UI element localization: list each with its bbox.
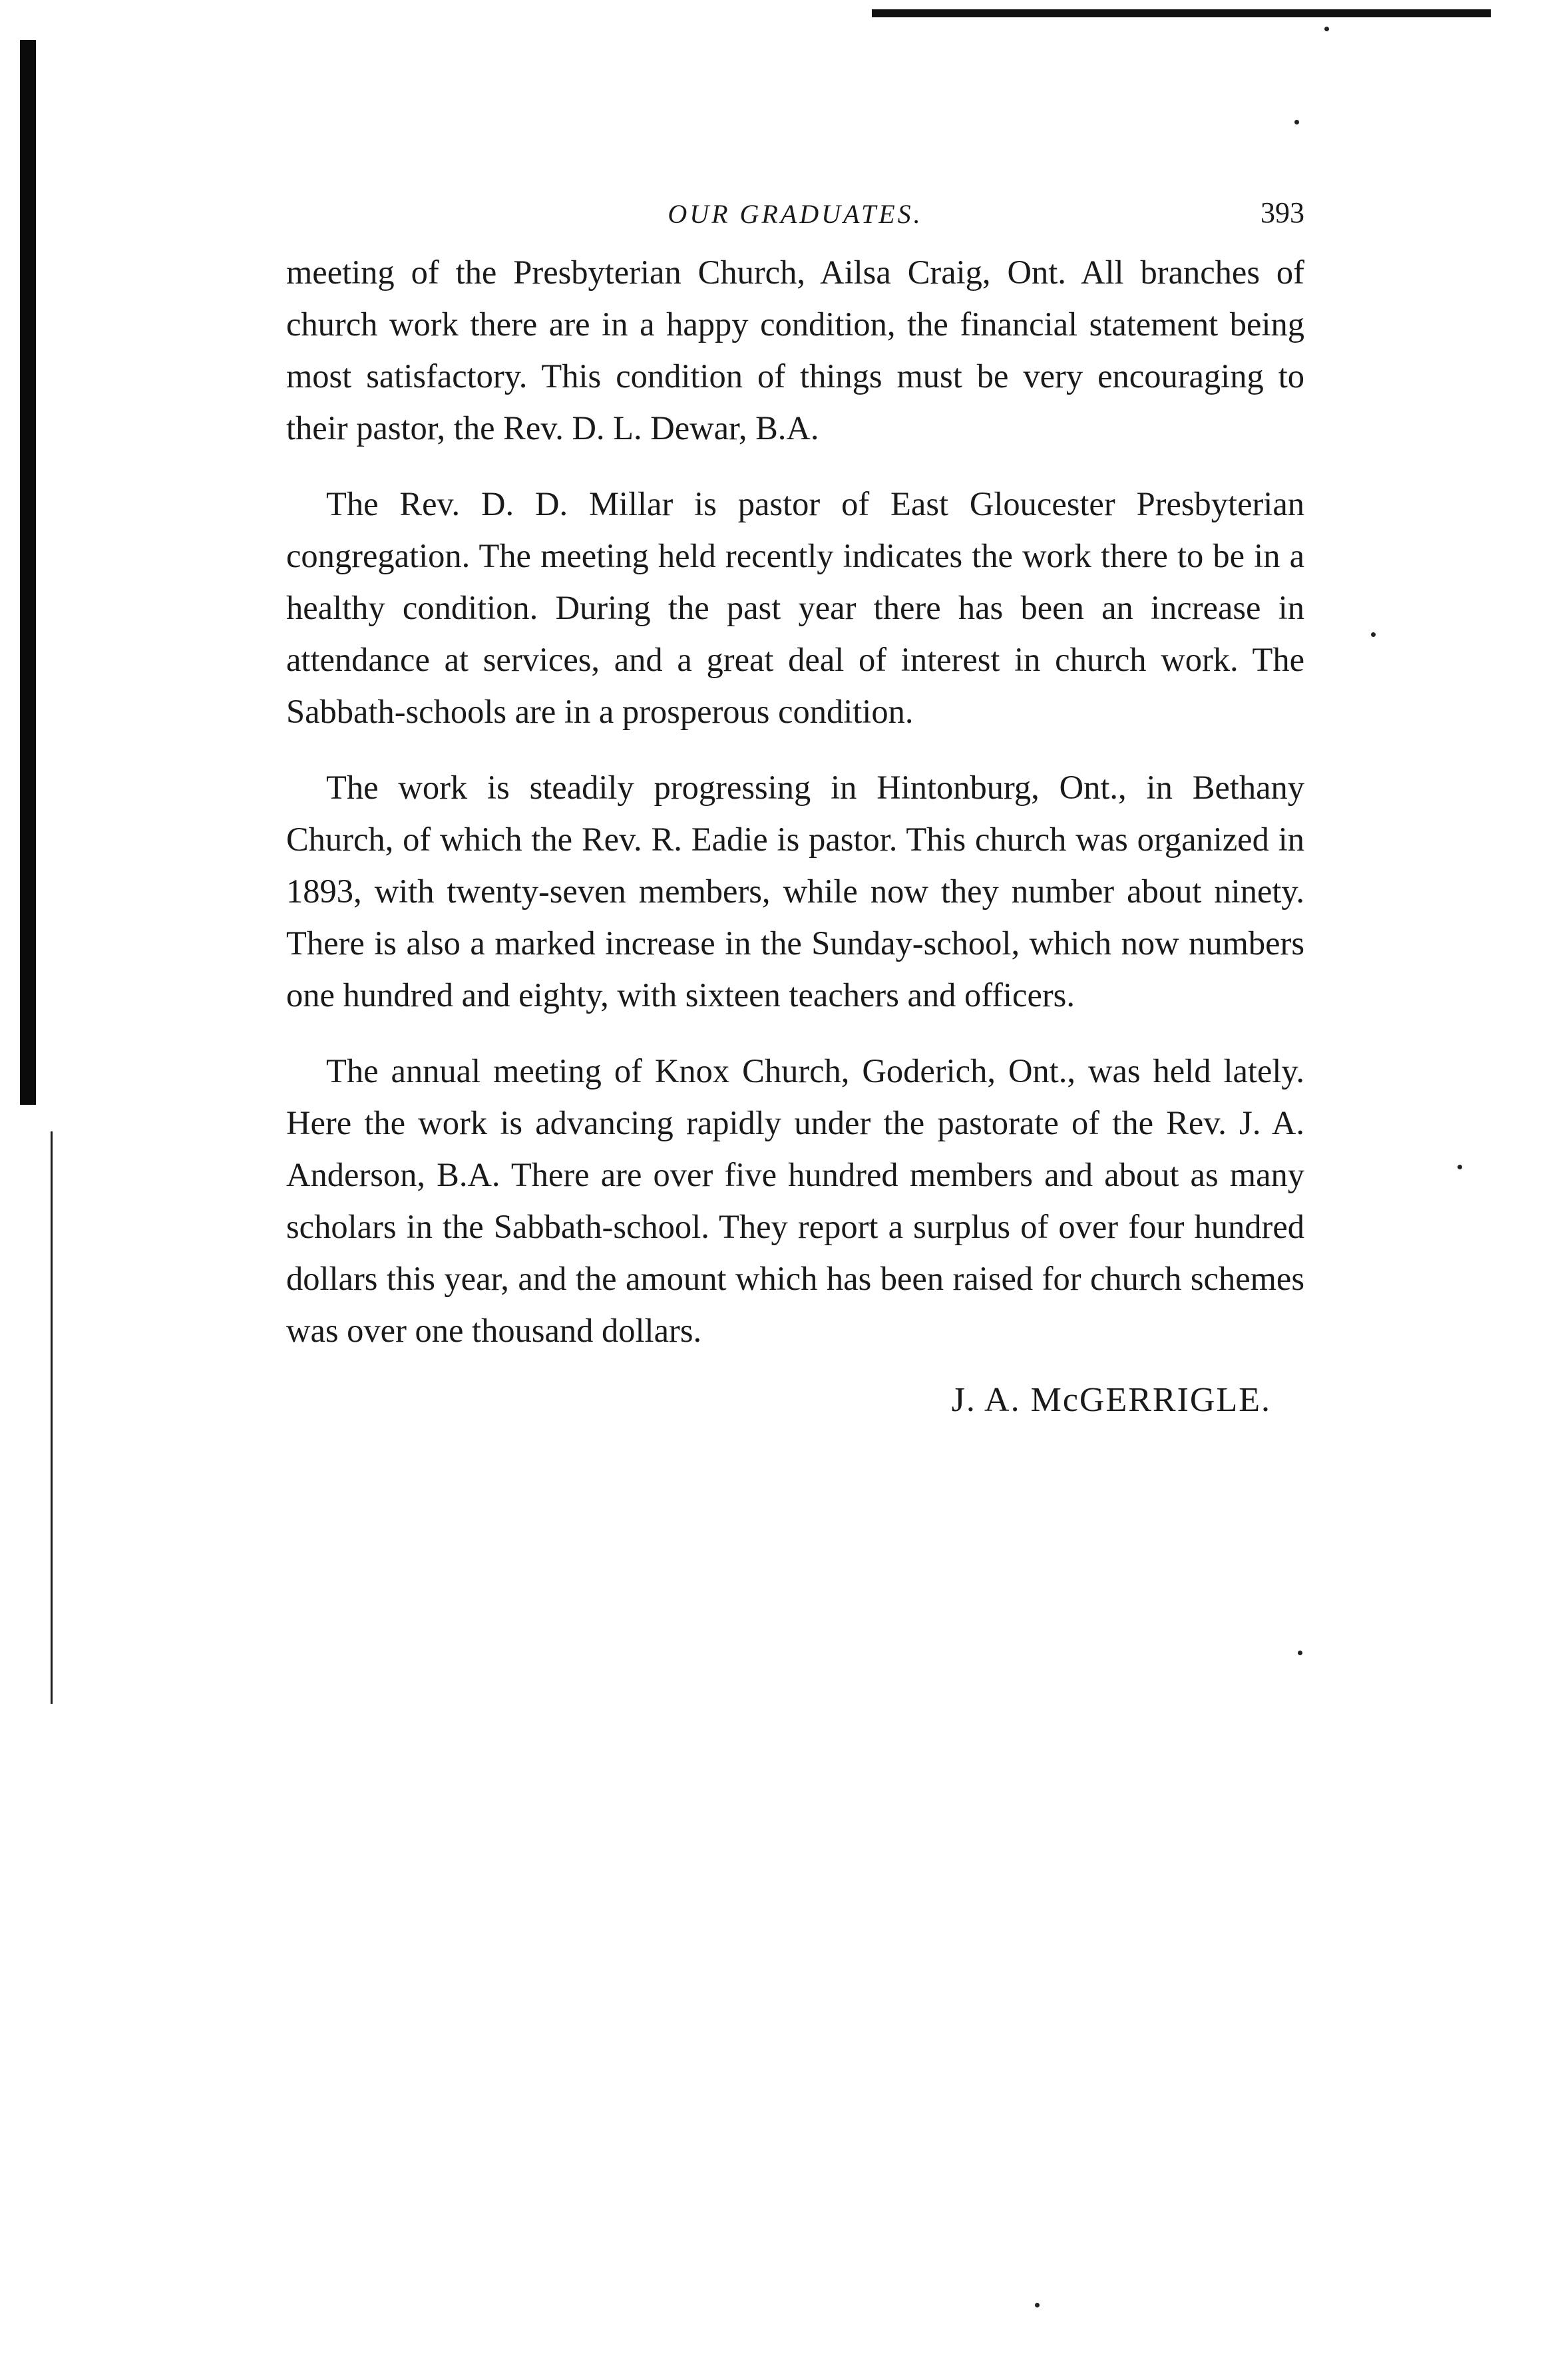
scan-border-top [872, 9, 1491, 17]
scan-speck [1324, 27, 1329, 31]
scan-speck [1294, 120, 1299, 124]
paragraph-east-gloucester: The Rev. D. D. Millar is pastor of East Gloucester Presbyterian congregation. The meeting held recently indicates the work there to be in a healthy condition. During the past year there has been an increase in attendance at services, and a great deal of interest in church work. The Sabbath-schools are in a prosperous condition. [286, 485, 1304, 730]
running-title: OUR GRADUATES. [668, 199, 923, 229]
paragraph-ailsa-craig: meeting of the Presbyterian Church, Ailsa Craig, Ont. All branches of church work there are in a happy condition, the financial statement being most satisfactory. This condition of things must be very encouraging to their pastor, the Rev. D. L. Dewar, B.A. [286, 254, 1304, 447]
author-signature: J. A. McGERRIGLE. [951, 1381, 1271, 1419]
scan-speck [1458, 1165, 1462, 1169]
page-number: 393 [1261, 196, 1304, 229]
scan-border-left [20, 40, 36, 1105]
scan-speck [1371, 632, 1376, 637]
scan-speck [1298, 1651, 1302, 1655]
running-head [286, 193, 1304, 246]
scan-speck [1035, 2303, 1040, 2307]
book-page [286, 193, 1304, 1420]
paragraph-hintonburg: The work is steadily progressing in Hintonburg, Ont., in Bethany Church, of which the Rev. R. Eadie is pastor. This church was organized in 1893, with twenty-seven members, while now they number about ninety. There is also a marked increase in the Sunday-school, which now numbers one hundred and eighty, with sixteen teachers and officers. [286, 769, 1304, 1014]
scan-edge-line [51, 1131, 53, 1704]
paragraph-goderich: The annual meeting of Knox Church, Goderich, Ont., was held lately. Here the work is advancing rapidly under the pastorate of the Rev. J. A. Anderson, B.A. There are over five hundred members and about as many scholars in the Sabbath-school. They report a surplus of over four hundred dollars this year, and the amount which has been raised for church schemes was over one thousand dollars. [286, 1052, 1304, 1349]
